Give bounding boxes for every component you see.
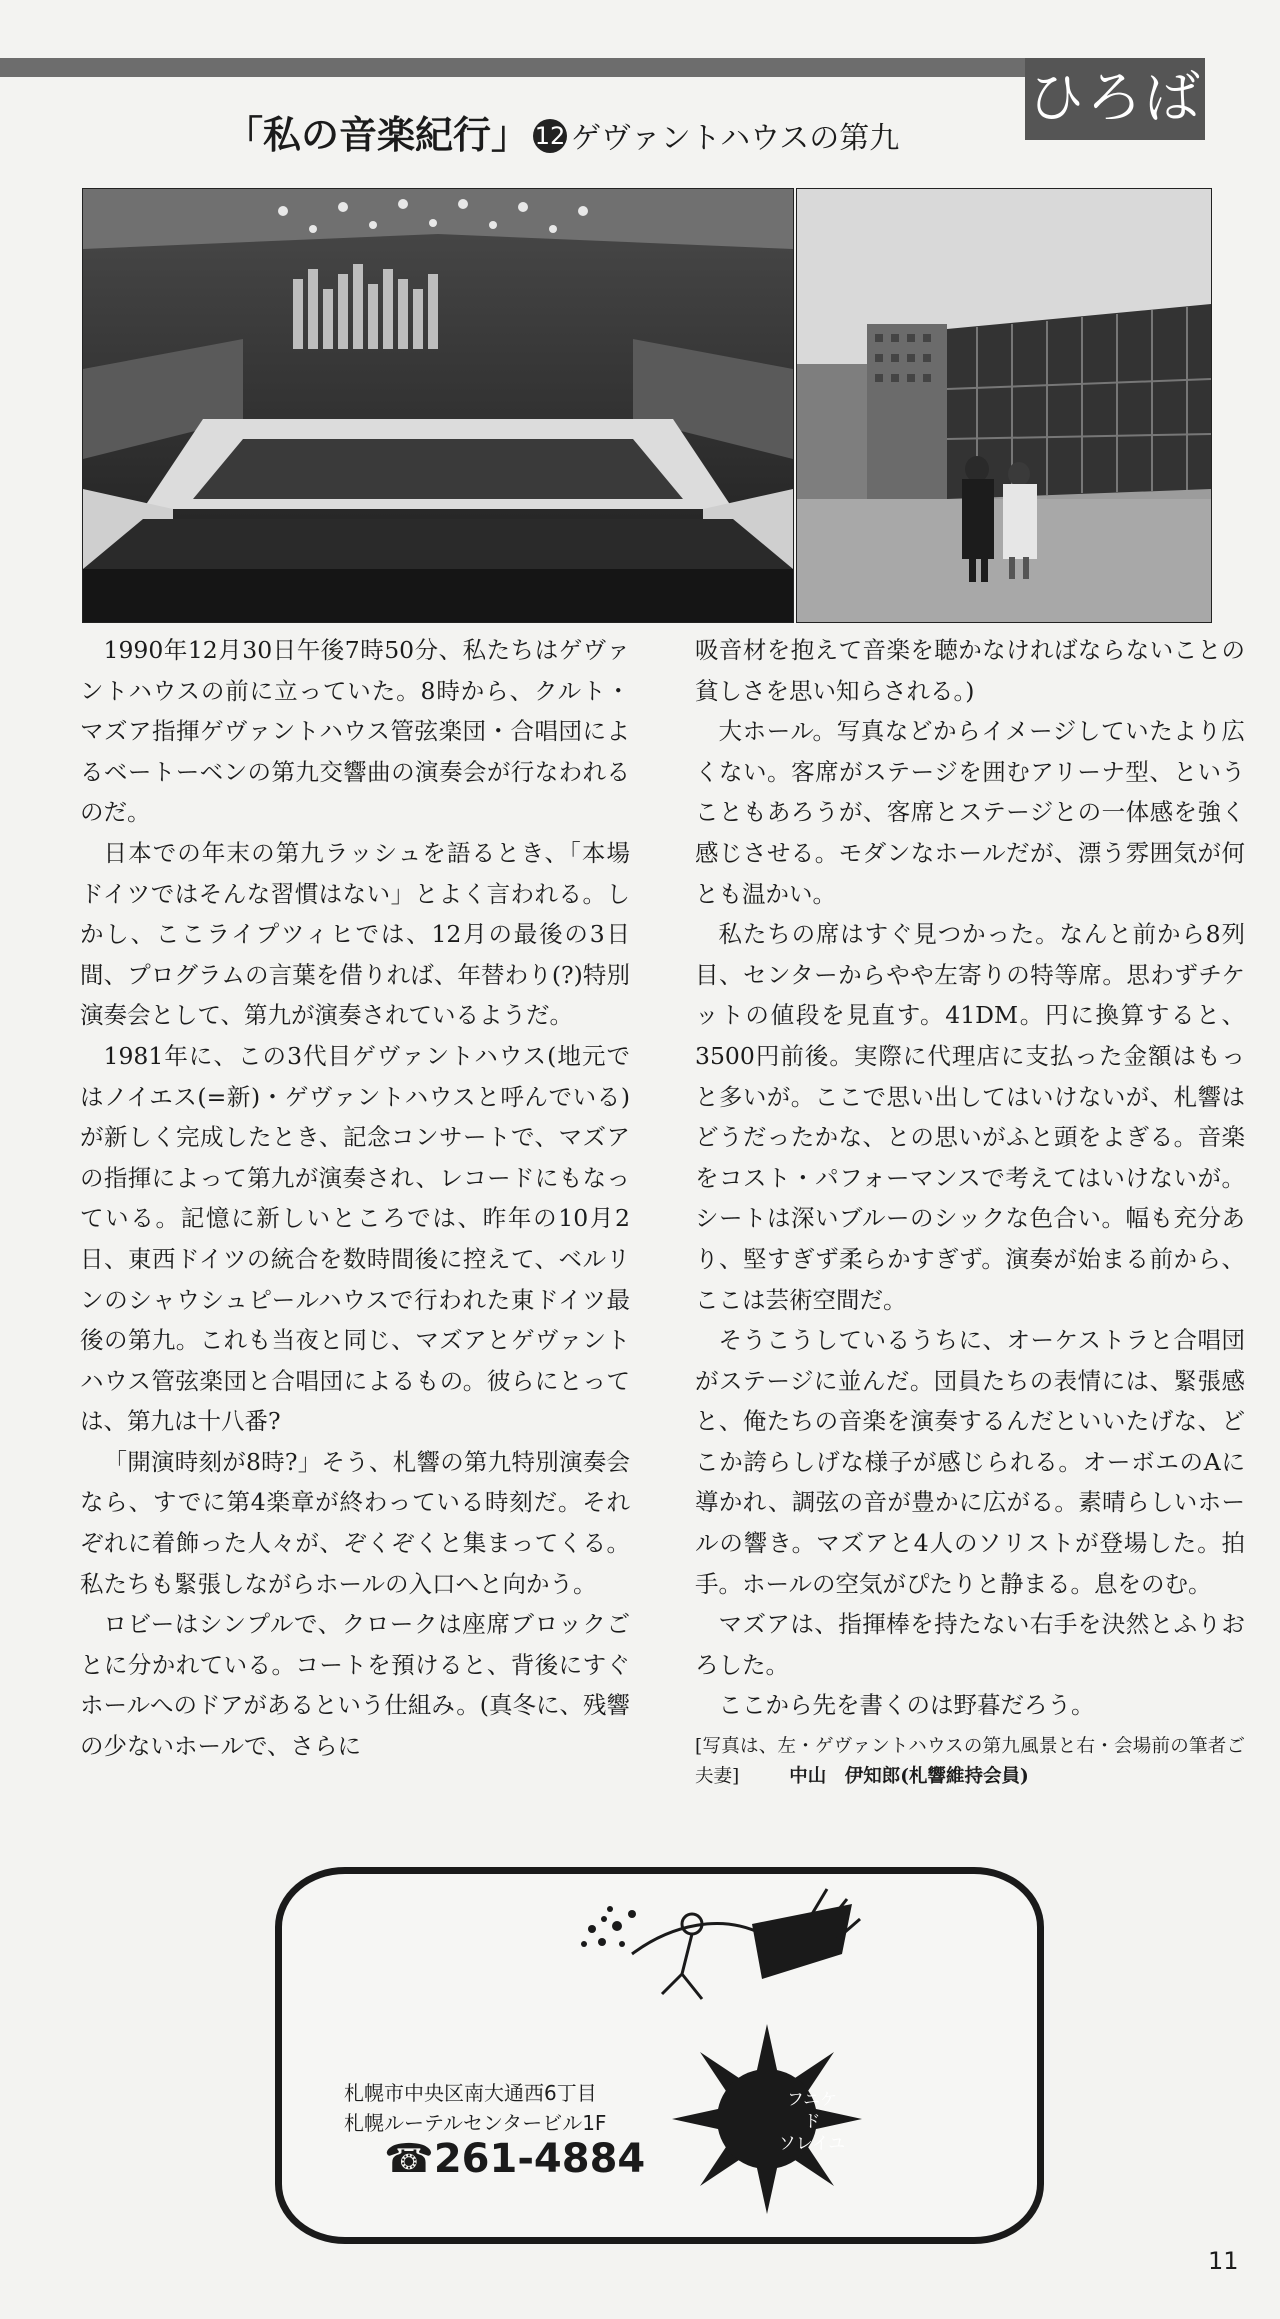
advertisement-box bbox=[275, 1867, 1044, 2244]
concert-hall-photo bbox=[82, 188, 794, 623]
caption-text: [写真は、左・ゲヴァントハウスの第九風景と右・会場前の筆者ご夫妻] bbox=[695, 1736, 1245, 1788]
page-number: 11 bbox=[1208, 2247, 1239, 2275]
body-paragraph-continued: 吸音材を抱えて音楽を聴かなければならないことの貧しさを思い知らされる。) bbox=[695, 636, 1245, 705]
logo-line: ド bbox=[803, 2112, 821, 2132]
body-paragraph: マズアは、指揮棒を持たない右手を決然とふりおろした。 bbox=[695, 1610, 1245, 1679]
body-paragraph: 1990年12月30日午後7時50分、私たちはゲヴァントハウスの前に立っていた。8時から、クルト・マズア指揮ゲヴァントハウス管弦楽団・合唱団によるベートーベンの第九交響曲の演奏会が行なわれるのだ。 bbox=[80, 636, 630, 827]
phone-number: ☎261-4884 bbox=[384, 2136, 646, 2182]
article-left-column bbox=[80, 630, 630, 1767]
logo-line: フニケ bbox=[786, 2090, 838, 2110]
author-credit: 中山 伊知郎(札響維持会員) bbox=[789, 1766, 1029, 1788]
body-paragraph: 「開演時刻が8時?」そう、札響の第九特別演奏会なら、すでに第4楽章が終わっている時刻だ。それぞれに着飾った人々が、ぞくぞくと集まってくる。私たちも緊張しながらホールの入口へと向かう。 bbox=[80, 1447, 630, 1598]
body-paragraph: 1981年に、この3代目ゲヴァントハウス(地元ではノイエス(=新)・ゲヴァントハウスと呼んでいる)が新しく完成したとき、記念コンサートで、マズアの指揮によって第九が演奏され、レコードにもなっている。記憶に新しいところでは、昨年の10月2日、東西ドイツの統合を数時間後に控えて、ベルリンのシャウシュピールハウスで行われた東ドイツ最後の第九。これも当夜と同じ、マズアとゲヴァントハウス管弦楽団と合唱団によるもの。彼らにとっては、第九は十八番? bbox=[80, 1041, 630, 1436]
photo-caption bbox=[695, 1732, 1245, 1792]
article-right-column bbox=[695, 630, 1245, 1792]
body-paragraph: 日本での年末の第九ラッシュを語るとき、「本場ドイツではそんな習慣はない」とよく言われる。しかし、ここライプツィヒでは、12月の最後の3日間、プログラムの言葉を借りれば、年替わり(?)特別演奏会として、第九が演奏されているようだ。 bbox=[80, 838, 630, 1030]
title-main: 「私の音楽紀行」 bbox=[225, 113, 530, 157]
body-paragraph: ロビーはシンプルで、クロークは座席ブロックごとに分かれている。コートを預けると、背後にすぐホールへのドアがあるという仕組み。(真冬に、残響の少ないホールで、さらに bbox=[80, 1610, 630, 1761]
shop-address bbox=[344, 2078, 606, 2138]
address-line: 札幌ルーテルセンタービル1F bbox=[344, 2111, 607, 2135]
body-paragraph: ここから先を書くのは野暮だろう。 bbox=[718, 1691, 1095, 1720]
body-paragraph: 私たちの席はすぐ見つかった。なんと前から8列目、センターからやや左寄りの特等席。思わずチケットの値段を見直す。41DM。円に換算すると、3500円前後。実際に代理店に支払った金額はもっと多いが。ここで思い出してはいけないが、札響はどうだったかな、との思いがふと頭をよぎる。音楽をコスト・パフォーマンスで考えてはいけないが。シートは深いブルーのシックな色合い。幅も充分あり、堅すぎず柔らかすぎず。演奏が始まる前から、ここは芸術空間だ。 bbox=[695, 920, 1245, 1314]
body-paragraph: 大ホール。写真などからイメージしていたより広くない。客席がステージを囲むアリーナ型、ということもあろうが、客席とステージとの一体感を強く感じさせる。モダンなホールだが、漂う雰囲気が何とも温かい。 bbox=[695, 717, 1245, 908]
hall-exterior-photo bbox=[796, 188, 1212, 623]
title-subtitle: ゲヴァントハウスの第九 bbox=[571, 121, 900, 156]
series-number-badge: 12 bbox=[533, 119, 567, 153]
section-label: ひろば bbox=[1025, 58, 1205, 140]
article-title bbox=[225, 104, 1015, 164]
body-paragraph: そうこうしているうちに、オーケストラと合唱団がステージに並んだ。団員たちの表情には、緊張感と、俺たちの音楽を演奏するんだといいたげな、どこか誇らしげな様子が感じられる。オーボエのAに導かれ、調弦の音が豊かに広がる。素晴らしいホールの響き。マズアと4人のソリストが登場した。拍手。ホールの空気がぴたりと静まる。息をのむ。 bbox=[695, 1326, 1245, 1598]
shop-logo bbox=[757, 2089, 867, 2155]
address-line: 札幌市中央区南大通西6丁目 bbox=[344, 2081, 597, 2105]
logo-line: ソレイユ bbox=[778, 2134, 846, 2154]
